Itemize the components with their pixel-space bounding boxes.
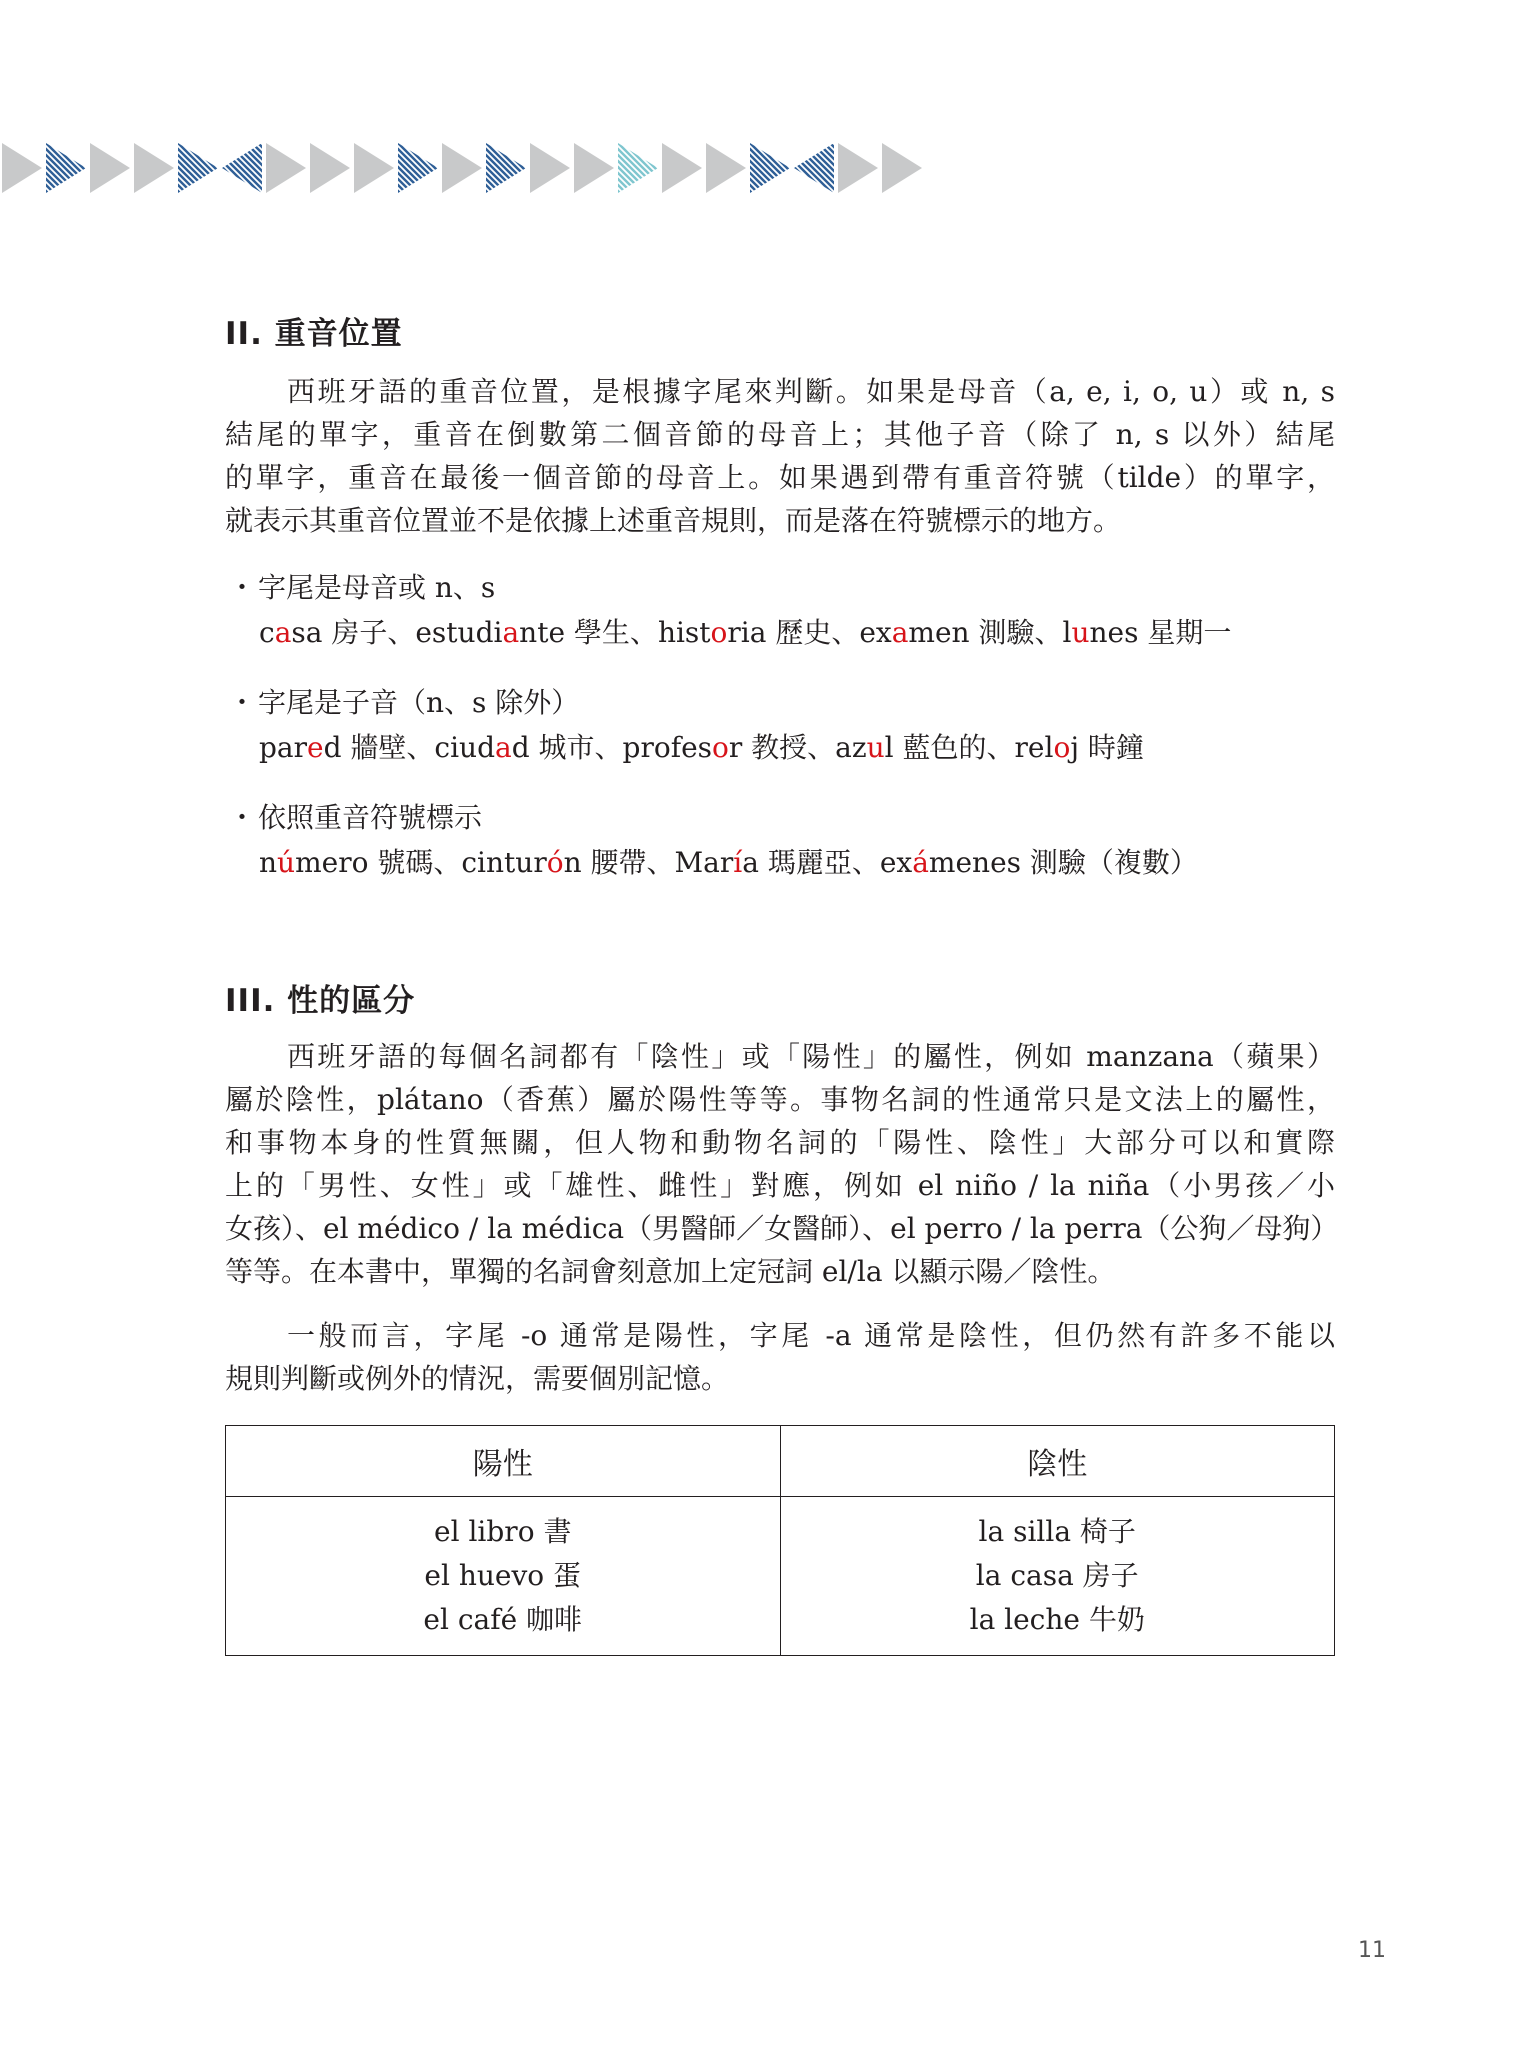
triangle-ornament bbox=[2, 143, 42, 193]
triangle-ornament bbox=[838, 143, 878, 193]
triangle-ornament bbox=[530, 143, 570, 193]
example-word: historia 歷史、 bbox=[657, 616, 860, 649]
table-entry: el libro 書 bbox=[434, 1515, 572, 1548]
bullet-examples bbox=[259, 611, 1231, 651]
table-entry: la silla 椅子 bbox=[978, 1515, 1136, 1548]
paragraph-line: 西班牙語的每個名詞都有「陰性」或「陽性」的屬性，例如 manzana（蘋果） bbox=[287, 1040, 1335, 1073]
triangle-ornament bbox=[134, 143, 174, 193]
paragraph-line: 和事物本身的性質無關，但人物和動物名詞的「陽性、陰性」大部分可以和實際 bbox=[225, 1126, 1335, 1159]
bullet-item-title: ・依照重音符號標示 bbox=[228, 801, 483, 834]
masculine-examples-cell bbox=[226, 1497, 781, 1656]
triangle-ornament bbox=[706, 143, 746, 193]
paragraph-line: 結尾的單字，重音在倒數第二個音節的母音上；其他子音（除了 n, s 以外）結尾 bbox=[225, 418, 1335, 451]
example-word: lunes 星期一 bbox=[1062, 616, 1232, 649]
example-word: número 號碼、 bbox=[259, 846, 462, 879]
section-heading-gender: III. 性的區分 bbox=[225, 983, 416, 1019]
example-word: pared 牆壁、 bbox=[259, 731, 435, 764]
paragraph-line: 屬於陰性，plátano（香蕉）屬於陽性等等。事物名詞的性通常只是文法上的屬性， bbox=[225, 1083, 1335, 1116]
bullet-examples bbox=[259, 726, 1144, 766]
gender-paragraph-1 bbox=[225, 1035, 1339, 1293]
paragraph-line: 上的「男性、女性」或「雄性、雌性」對應，例如 el niño / la niña（小男孩／小 bbox=[225, 1169, 1335, 1202]
section-heading-stress: II. 重音位置 bbox=[225, 316, 403, 352]
example-word: examen 測驗、 bbox=[859, 616, 1063, 649]
gender-paragraph-2 bbox=[225, 1314, 1335, 1400]
triangle-ornament bbox=[266, 143, 306, 193]
table-entry: el café 咖啡 bbox=[423, 1603, 583, 1636]
example-word: profesor 教授、 bbox=[622, 731, 836, 764]
table-entry: la casa 房子 bbox=[975, 1559, 1139, 1592]
triangle-ornament bbox=[310, 143, 350, 193]
paragraph-line: 女孩）、el médico / la médica（男醫師／女醫師）、el perro / la perra（公狗／母狗） bbox=[225, 1212, 1339, 1245]
bullet-item-title: ・字尾是子音（n、s 除外） bbox=[228, 686, 580, 719]
triangle-ornament bbox=[882, 143, 922, 193]
example-word: ciudad 城市、 bbox=[434, 731, 623, 764]
triangle-ornament bbox=[90, 143, 130, 193]
example-word: azul 藍色的、 bbox=[835, 731, 1015, 764]
paragraph-line: 等等。在本書中，單獨的名詞會刻意加上定冠詞 el/la 以顯示陽／陰性。 bbox=[225, 1255, 1116, 1288]
example-word: exámenes 測驗（複數） bbox=[879, 846, 1198, 879]
gender-examples-table bbox=[225, 1425, 1335, 1656]
feminine-examples-cell bbox=[780, 1497, 1335, 1656]
example-word: reloj 時鐘 bbox=[1014, 731, 1144, 764]
stress-paragraph bbox=[225, 370, 1335, 542]
page-number: 11 bbox=[1358, 1938, 1386, 1963]
paragraph-line: 規則判斷或例外的情況，需要個別記憶。 bbox=[225, 1362, 730, 1395]
example-word: casa 房子、 bbox=[259, 616, 416, 649]
triangle-ornament bbox=[442, 143, 482, 193]
paragraph-line: 的單字，重音在最後一個音節的母音上。如果遇到帶有重音符號（tilde）的單字， bbox=[225, 461, 1335, 494]
example-word: estudiante 學生、 bbox=[415, 616, 658, 649]
table-header-feminine: 陰性 bbox=[780, 1426, 1335, 1497]
example-word: cinturón 腰帶、 bbox=[461, 846, 675, 879]
triangle-ornament bbox=[574, 143, 614, 193]
paragraph-line: 一般而言，字尾 -o 通常是陽性，字尾 -a 通常是陰性，但仍然有許多不能以 bbox=[287, 1319, 1335, 1352]
decorative-triangle-banner bbox=[0, 138, 1514, 198]
triangle-ornament bbox=[662, 143, 702, 193]
example-word: María 瑪麗亞、 bbox=[674, 846, 880, 879]
table-header-masculine: 陽性 bbox=[226, 1426, 781, 1497]
paragraph-line: 西班牙語的重音位置，是根據字尾來判斷。如果是母音（a, e, i, o, u）或 n, s bbox=[287, 375, 1335, 408]
paragraph-line: 就表示其重音位置並不是依據上述重音規則，而是落在符號標示的地方。 bbox=[225, 504, 1122, 537]
triangle-ornament bbox=[354, 143, 394, 193]
table-entry: la leche 牛奶 bbox=[969, 1603, 1145, 1636]
bullet-item-title: ・字尾是母音或 n、s bbox=[228, 571, 496, 604]
bullet-examples bbox=[259, 841, 1198, 881]
table-entry: el huevo 蛋 bbox=[424, 1559, 582, 1592]
